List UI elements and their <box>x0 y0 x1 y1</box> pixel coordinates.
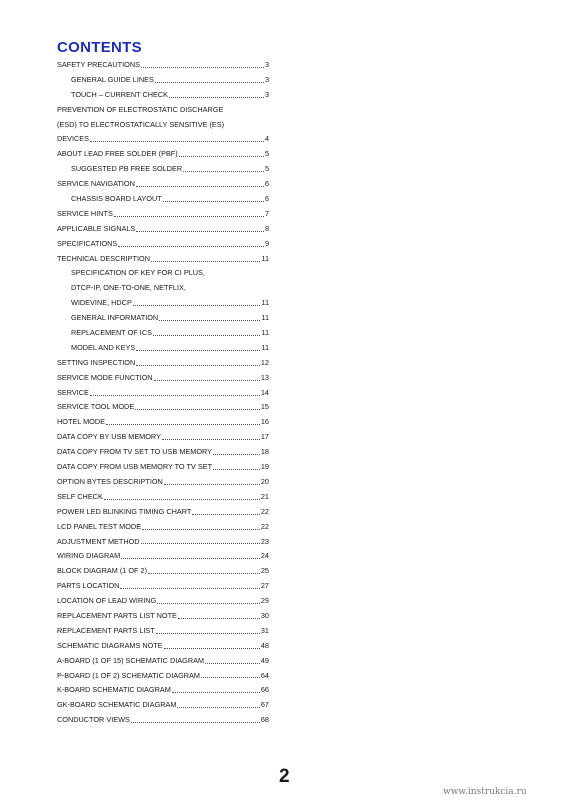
toc-entry[interactable] <box>57 266 269 281</box>
toc-leader-dots <box>141 543 260 544</box>
toc-entry-label: REPLACEMENT PARTS LIST NOTE <box>57 610 177 620</box>
toc-entry-label: K-BOARD SCHEMATIC DIAGRAM <box>57 685 171 695</box>
toc-entry-label: SERVICE <box>57 387 89 397</box>
toc-entry[interactable] <box>57 415 269 430</box>
toc-entry[interactable] <box>57 237 269 252</box>
toc-entry[interactable] <box>57 207 269 222</box>
toc-entry-page: 4 <box>264 134 269 144</box>
toc-entry[interactable] <box>57 579 269 594</box>
toc-entry-page: 16 <box>260 417 269 427</box>
toc-leader-dots <box>90 141 264 142</box>
toc-entry-label: SAFETY PRECAUTIONS <box>57 60 140 69</box>
toc-leader-dots <box>192 514 260 515</box>
toc-leader-dots <box>120 588 259 589</box>
toc-entry-page: 8 <box>264 223 269 233</box>
toc-entry-label: SERVICE HINTS <box>57 208 113 218</box>
toc-entry[interactable] <box>57 103 269 118</box>
toc-entry[interactable] <box>57 58 269 73</box>
toc-entry-page: 6 <box>264 194 269 204</box>
toc-entry-page: 19 <box>260 462 269 472</box>
toc-entry-page: 67 <box>260 700 269 710</box>
toc-entry-page: 49 <box>260 655 269 665</box>
toc-entry-page: 31 <box>260 625 269 635</box>
toc-entry[interactable] <box>57 445 269 460</box>
toc-entry[interactable] <box>57 296 269 311</box>
toc-leader-dots <box>133 305 261 306</box>
toc-leader-dots <box>135 409 260 410</box>
toc-entry[interactable] <box>57 192 269 207</box>
toc-entry-label: DATA COPY FROM TV SET TO USB MEMORY <box>57 447 213 457</box>
toc-entry-page: 5 <box>264 149 269 159</box>
table-of-contents <box>57 58 269 728</box>
toc-entry-page: 9 <box>264 238 269 248</box>
toc-entry[interactable] <box>57 356 269 371</box>
toc-entry-page: 3 <box>264 89 269 99</box>
toc-entry[interactable] <box>57 73 269 88</box>
toc-leader-dots <box>162 439 260 440</box>
toc-leader-dots <box>213 469 260 470</box>
toc-leader-dots <box>159 320 260 321</box>
toc-leader-dots <box>177 707 259 708</box>
toc-leader-dots <box>136 350 260 351</box>
toc-entry-label: DATA COPY BY USB MEMORY <box>57 432 161 442</box>
toc-entry[interactable] <box>57 549 269 564</box>
toc-entry-label: DTCP-IP, ONE-TO-ONE, NETFLIX, <box>71 283 186 293</box>
toc-leader-dots <box>164 648 260 649</box>
toc-entry[interactable] <box>57 594 269 609</box>
toc-entry[interactable] <box>57 177 269 192</box>
toc-entry-page: 11 <box>261 253 269 263</box>
toc-entry-label: BLOCK DIAGRAM (1 OF 2) <box>57 566 148 576</box>
toc-entry[interactable] <box>57 386 269 401</box>
toc-leader-dots <box>136 231 264 232</box>
toc-entry-page: 7 <box>264 208 269 218</box>
toc-entry-label: SPECIFICATION OF KEY FOR CI PLUS, <box>71 268 205 278</box>
toc-entry[interactable] <box>57 371 269 386</box>
toc-leader-dots <box>201 677 260 678</box>
toc-leader-dots <box>151 261 260 262</box>
toc-entry[interactable] <box>57 341 269 356</box>
toc-entry[interactable] <box>57 669 269 684</box>
toc-entry[interactable] <box>57 520 269 535</box>
toc-entry-label: GENERAL GUIDE LINES <box>71 74 154 84</box>
toc-entry[interactable] <box>57 683 269 698</box>
toc-entry-label: HOTEL MODE <box>57 417 105 427</box>
toc-entry-page: 5 <box>264 164 269 174</box>
toc-entry-label: PREVENTION OF ELECTROSTATIC DISCHARGE <box>57 104 224 114</box>
toc-entry-page: 23 <box>260 536 269 546</box>
toc-leader-dots <box>118 246 264 247</box>
toc-entry-page: 17 <box>260 432 269 442</box>
toc-entry-page: 3 <box>264 60 269 69</box>
toc-entry-label: SERVICE NAVIGATION <box>57 179 135 189</box>
toc-entry-label: DEVICES <box>57 134 90 144</box>
toc-entry[interactable] <box>57 460 269 475</box>
toc-entry[interactable] <box>57 118 269 133</box>
toc-entry-page: 15 <box>260 402 269 412</box>
toc-entry[interactable] <box>57 147 269 162</box>
toc-leader-dots <box>142 529 260 530</box>
toc-leader-dots <box>136 186 264 187</box>
toc-entry-label: REPLACEMENT OF ICS <box>71 328 152 338</box>
toc-entry-label: REPLACEMENT PARTS LIST <box>57 625 155 635</box>
toc-entry[interactable] <box>57 624 269 639</box>
toc-leader-dots <box>183 171 264 172</box>
toc-leader-dots <box>154 380 260 381</box>
toc-leader-dots <box>164 484 260 485</box>
toc-entry-page: 24 <box>260 551 269 561</box>
toc-entry[interactable] <box>57 326 269 341</box>
toc-entry-label: A-BOARD (1 OF 15) SCHEMATIC DIAGRAM <box>57 655 205 665</box>
toc-leader-dots <box>163 201 264 202</box>
toc-entry-page: 68 <box>260 715 269 725</box>
toc-entry-label: ADJUSTMENT METHOD <box>57 536 140 546</box>
toc-leader-dots <box>178 618 260 619</box>
toc-entry[interactable] <box>57 475 269 490</box>
toc-entry-page: 13 <box>260 372 269 382</box>
toc-leader-dots <box>205 663 260 664</box>
toc-leader-dots <box>104 499 260 500</box>
toc-entry[interactable] <box>57 222 269 237</box>
toc-entry[interactable] <box>57 162 269 177</box>
toc-leader-dots <box>106 424 260 425</box>
toc-entry-page: 21 <box>260 491 269 501</box>
toc-entry-label: ABOUT LEAD FREE SOLDER (PBF) <box>57 149 178 159</box>
toc-leader-dots <box>179 156 264 157</box>
toc-leader-dots <box>148 573 260 574</box>
toc-leader-dots <box>157 603 260 604</box>
toc-entry[interactable] <box>57 564 269 579</box>
toc-entry-label: LCD PANEL TEST MODE <box>57 521 142 531</box>
toc-entry-page: 66 <box>260 685 269 695</box>
toc-entry-label: WIDEVINE, HDCP <box>71 298 132 308</box>
toc-leader-dots <box>114 216 264 217</box>
toc-entry-label: APPLICABLE SIGNALS <box>57 223 136 233</box>
toc-entry-page: 27 <box>260 581 269 591</box>
toc-entry-label: TECHNICAL DESCRIPTION <box>57 253 150 263</box>
toc-leader-dots <box>90 395 260 396</box>
toc-entry-label: (ESD) TO ELECTROSTATICALLY SENSITIVE (ES) <box>57 119 225 129</box>
toc-entry-label: SELF CHECK <box>57 491 103 501</box>
toc-entry-label: SPECIFICATIONS <box>57 238 118 248</box>
toc-entry-page: 48 <box>260 640 269 650</box>
toc-entry-page: 25 <box>260 566 269 576</box>
toc-entry[interactable] <box>57 505 269 520</box>
toc-entry-label: GENERAL INFORMATION <box>71 313 159 323</box>
toc-entry[interactable] <box>57 252 269 267</box>
toc-entry[interactable] <box>57 609 269 624</box>
toc-entry-page: 11 <box>261 313 269 323</box>
toc-entry-page: 18 <box>260 447 269 457</box>
toc-entry-label: OPTION BYTES DESCRIPTION <box>57 476 163 486</box>
toc-leader-dots <box>156 633 260 634</box>
toc-entry-label: POWER LED BLINKING TIMING CHART <box>57 506 192 516</box>
toc-entry-label: DATA COPY FROM USB MEMORY TO TV SET <box>57 462 213 472</box>
toc-entry-label: GK-BOARD SCHEMATIC DIAGRAM <box>57 700 177 710</box>
toc-leader-dots <box>141 67 264 68</box>
toc-leader-dots <box>136 365 260 366</box>
toc-entry-label: PARTS LOCATION <box>57 581 120 591</box>
toc-entry-label: SETTING INSPECTION <box>57 357 136 367</box>
toc-entry-page: 14 <box>260 387 269 397</box>
toc-leader-dots <box>213 454 260 455</box>
toc-entry-page: 30 <box>260 610 269 620</box>
page-number: 2 <box>279 766 290 787</box>
toc-entry-page: 6 <box>264 179 269 189</box>
toc-entry[interactable] <box>57 281 269 296</box>
toc-entry-page: 11 <box>261 342 269 352</box>
toc-entry[interactable] <box>57 132 269 147</box>
toc-entry[interactable] <box>57 713 269 728</box>
toc-entry-label: MODEL AND KEYS <box>71 342 136 352</box>
toc-entry-page: 22 <box>260 521 269 531</box>
toc-entry-label: CONDUCTOR VIEWS <box>57 715 130 725</box>
toc-entry[interactable] <box>57 698 269 713</box>
toc-entry-page: 11 <box>261 328 269 338</box>
toc-leader-dots <box>131 722 260 723</box>
toc-entry-label: TOUCH – CURRENT CHECK <box>71 89 169 99</box>
toc-entry-page: 3 <box>264 74 269 84</box>
toc-entry-label: P-BOARD (1 OF 2) SCHEMATIC DIAGRAM <box>57 670 200 680</box>
toc-entry-label: WIRING DIAGRAM <box>57 551 121 561</box>
toc-entry[interactable] <box>57 400 269 415</box>
toc-entry[interactable] <box>57 311 269 326</box>
toc-entry-label: SUGGESTED PB FREE SOLDER <box>71 164 183 174</box>
toc-leader-dots <box>153 335 260 336</box>
toc-entry-page: 20 <box>260 476 269 486</box>
toc-entry-label: SERVICE TOOL MODE <box>57 402 135 412</box>
toc-entry-label: SCHEMATIC DIAGRAMS NOTE <box>57 640 163 650</box>
watermark-text: www.instrukcia.ru <box>443 787 527 797</box>
toc-entry[interactable] <box>57 654 269 669</box>
toc-entry-label: LOCATION OF LEAD WIRING <box>57 596 157 606</box>
toc-leader-dots <box>155 82 264 83</box>
toc-entry-page: 22 <box>260 506 269 516</box>
toc-entry[interactable] <box>57 639 269 654</box>
toc-leader-dots <box>169 97 264 98</box>
toc-entry-page: 11 <box>261 298 269 308</box>
toc-entry[interactable] <box>57 430 269 445</box>
toc-entry-label: SERVICE MODE FUNCTION <box>57 372 153 382</box>
toc-entry-page: 12 <box>260 357 269 367</box>
toc-leader-dots <box>121 558 260 559</box>
toc-leader-dots <box>172 692 260 693</box>
toc-entry[interactable] <box>57 88 269 103</box>
contents-title: CONTENTS <box>57 39 142 56</box>
toc-entry[interactable] <box>57 535 269 550</box>
toc-entry[interactable] <box>57 490 269 505</box>
toc-entry-label: CHASSIS BOARD LAYOUT <box>71 194 162 204</box>
toc-entry-page: 29 <box>260 596 269 606</box>
toc-entry-page: 64 <box>260 670 269 680</box>
